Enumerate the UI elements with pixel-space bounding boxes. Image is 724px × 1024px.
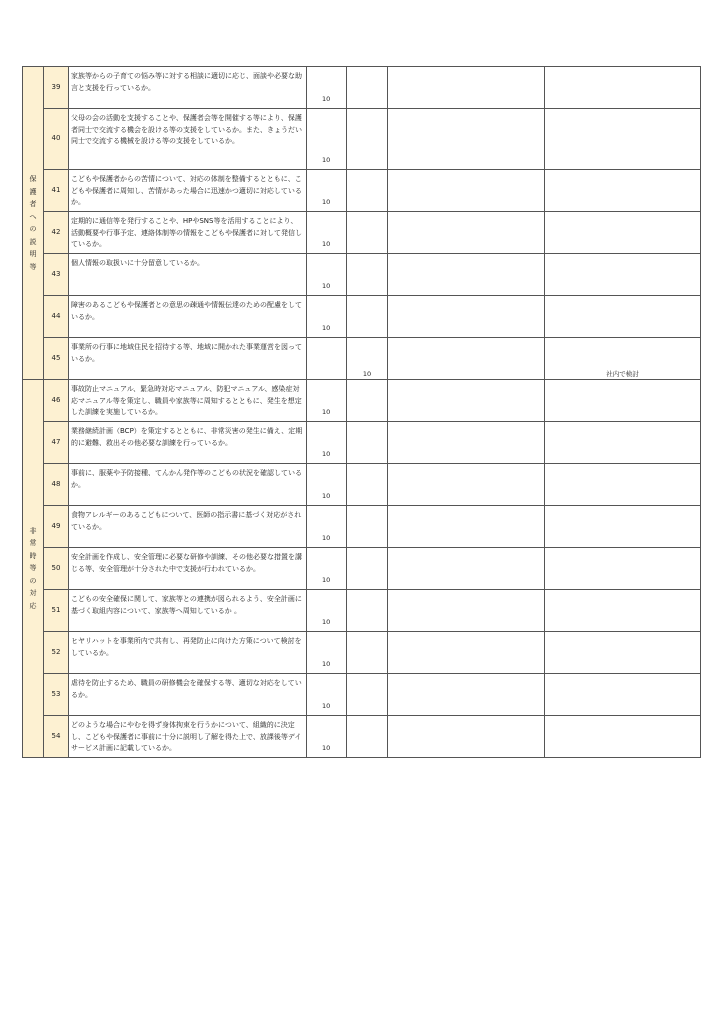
score-cell: 10 [307,632,347,674]
item-number: 52 [44,632,69,674]
empty-cell [388,296,545,338]
empty-cell [388,464,545,506]
question-text: 虐待を防止するため、職員の研修機会を確保する等、適切な対応をしているか。 [69,674,307,716]
table-row [23,422,701,464]
item-number: 40 [44,109,69,170]
table-row [23,170,701,212]
note-cell [545,67,701,109]
item-number: 53 [44,674,69,716]
question-text: 事業所の行事に地域住民を招待する等、地域に開かれた事業運営を図っているか。 [69,338,307,380]
score-cell: 10 [307,548,347,590]
score-cell: 10 [307,296,347,338]
empty-cell [388,67,545,109]
category-cell [23,67,44,380]
question-text: こどもの安全確保に関して、家族等との連携が図られるよう、安全計画に基づく取組内容について、家族等へ周知しているか 。 [69,590,307,632]
note-cell [545,506,701,548]
score-cell: 10 [307,109,347,170]
item-number: 46 [44,380,69,422]
score-cell: 10 [307,590,347,632]
score-cell-2 [347,674,388,716]
score-cell: 10 [307,422,347,464]
score-cell-2 [347,548,388,590]
category-label: 保護者への説明等 [29,175,37,271]
empty-cell [388,506,545,548]
empty-cell [388,590,545,632]
score-cell: 10 [307,674,347,716]
item-number: 41 [44,170,69,212]
score-cell: 10 [307,170,347,212]
note-cell [545,422,701,464]
question-text: 定期的に通信等を発行することや、HPやSNS等を活用することにより、活動概要や行事予定、連絡体制等の情報をこどもや保護者に対して発信しているか。 [69,212,307,254]
item-number: 44 [44,296,69,338]
question-text: こどもや保護者からの苦情について、対応の体制を整備するとともに、こどもや保護者に周知し、苦情があった場合に迅速かつ適切に対応しているか。 [69,170,307,212]
score-cell: 10 [307,380,347,422]
item-number: 49 [44,506,69,548]
score-cell: 10 [307,464,347,506]
category-label: 非常時等の対応 [29,526,37,610]
item-number: 45 [44,338,69,380]
question-text: 父母の会の活動を支援することや、保護者会等を開催する等により、保護者同士で交流する機会を設ける等の支援をしているか。また、きょうだい同士で交流する機械を設ける等の支援をしているか。 [69,109,307,170]
item-number: 39 [44,67,69,109]
empty-cell [388,380,545,422]
score-cell-2 [347,464,388,506]
note-cell [545,674,701,716]
empty-cell [388,422,545,464]
question-text: 事前に、服薬や予防接種、てんかん発作等のこどもの状況を確認しているか。 [69,464,307,506]
item-number: 42 [44,212,69,254]
note-cell [545,464,701,506]
note-cell [545,296,701,338]
note-cell [545,170,701,212]
note-cell [545,380,701,422]
score-cell-2 [347,109,388,170]
score-cell-2 [347,296,388,338]
table-row [23,212,701,254]
empty-cell [388,338,545,380]
empty-cell [388,548,545,590]
empty-cell [388,170,545,212]
item-number: 47 [44,422,69,464]
table-row [23,109,701,170]
table-row [23,67,701,109]
note-cell [545,548,701,590]
score-cell: 10 [307,212,347,254]
score-cell-2 [347,632,388,674]
score-cell-2 [347,67,388,109]
note-cell: 社内で検討 [545,338,701,380]
empty-cell [388,632,545,674]
note-cell [545,109,701,170]
item-number: 43 [44,254,69,296]
score-cell-2 [347,506,388,548]
question-text: どのような場合にやむを得ず身体拘束を行うかについて、組織的に決定し、こどもや保護者に事前に十分に説明し了解を得た上で、放課後等デイサービス計画に記載しているか。 [69,716,307,758]
score-cell: 10 [307,506,347,548]
score-cell-2 [347,170,388,212]
item-number: 48 [44,464,69,506]
empty-cell [388,716,545,758]
question-text: ヒヤリハットを事業所内で共有し、再発防止に向けた方策について検討をしているか。 [69,632,307,674]
score-cell-2 [347,422,388,464]
empty-cell [388,674,545,716]
note-cell [545,254,701,296]
score-cell: 10 [307,254,347,296]
question-text: 家族等からの子育ての悩み等に対する相談に適切に応じ、面談や必要な助言と支援を行っているか。 [69,67,307,109]
table-row [23,590,701,632]
question-text: 食物アレルギーのあるこどもについて、医師の指示書に基づく対応がされているか。 [69,506,307,548]
table-row [23,716,701,758]
item-number: 54 [44,716,69,758]
question-text: 障害のあるこどもや保護者との意思の疎通や情報伝達のための配慮をしているか。 [69,296,307,338]
table-row [23,296,701,338]
note-cell [545,590,701,632]
score-cell: 10 [307,67,347,109]
table-row [23,632,701,674]
category-cell [23,380,44,758]
score-cell-2: 10 [347,338,388,380]
score-cell-2 [347,254,388,296]
note-cell [545,212,701,254]
table-row [23,548,701,590]
table-row [23,506,701,548]
empty-cell [388,212,545,254]
table-row [23,338,701,380]
table-row [23,464,701,506]
evaluation-table [22,66,701,758]
empty-cell [388,254,545,296]
question-text: 安全計画を作成し、安全管理に必要な研修や訓練、その他必要な措置を講じる等、安全管理が十分された中で支援が行われているか。 [69,548,307,590]
question-text: 業務継続計画（BCP）を策定するとともに、非常災害の発生に備え、定期的に避難、救出その他必要な訓練を行っているか。 [69,422,307,464]
score-cell [307,338,347,380]
note-cell [545,632,701,674]
question-text: 事故防止マニュアル、緊急時対応マニュアル、防犯マニュアル、感染症対応マニュアル等を策定し、職員や家族等に周知するとともに、発生を想定した訓練を実施しているか。 [69,380,307,422]
score-cell: 10 [307,716,347,758]
item-number: 50 [44,548,69,590]
item-number: 51 [44,590,69,632]
score-cell-2 [347,380,388,422]
score-cell-2 [347,590,388,632]
note-cell [545,716,701,758]
table-row [23,254,701,296]
score-cell-2 [347,716,388,758]
question-text: 個人情報の取扱いに十分留意しているか。 [69,254,307,296]
empty-cell [388,109,545,170]
table-row [23,674,701,716]
score-cell-2 [347,212,388,254]
table-row [23,380,701,422]
